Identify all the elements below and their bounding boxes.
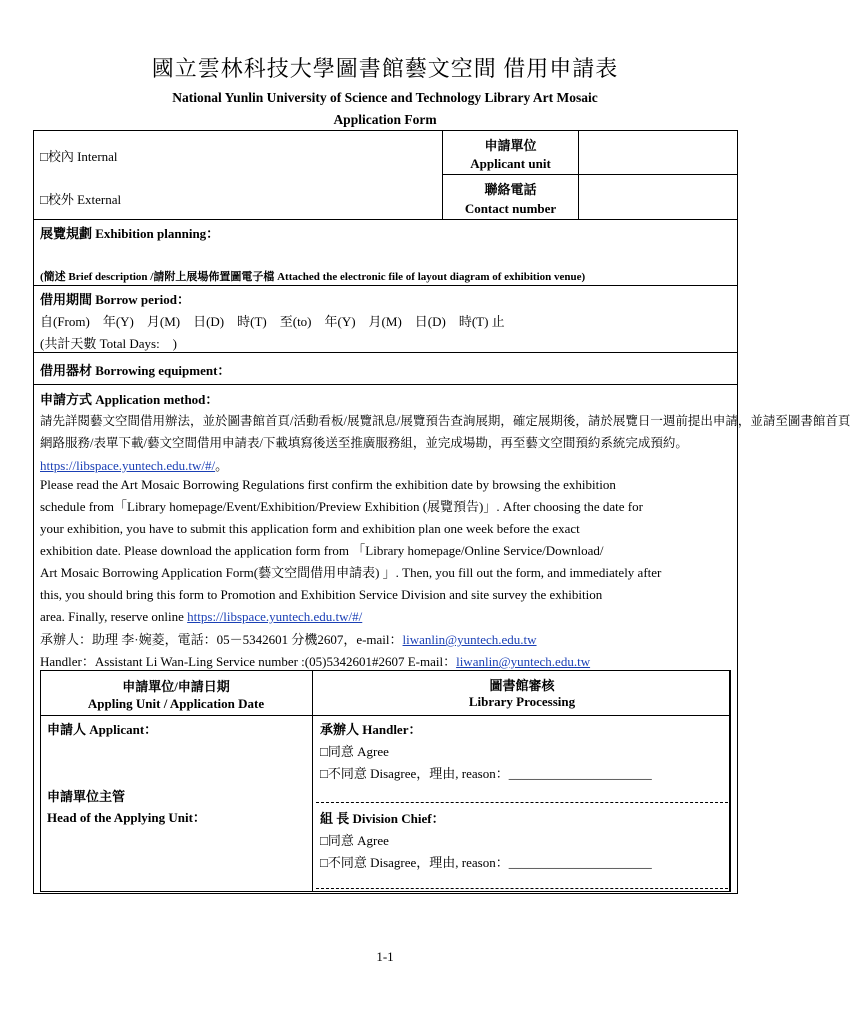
equipment-bottom-line <box>33 384 738 385</box>
exhibition-bottom-line <box>33 285 738 286</box>
top-rows-bottom-line <box>33 219 738 220</box>
handler-cn-text: 承辦人：助理 李·婉菱，電話：05－5342601 分機2607，e-mail： <box>40 632 403 647</box>
internal-checkbox[interactable]: □校內 Internal <box>40 149 118 164</box>
method-en-line-1: Please read the Art Mosaic Borrowing Regulations first confirm the exhibition date by browsing the exhibition <box>40 477 616 492</box>
method-url-line <box>40 455 228 474</box>
approval-dashed-divider-1 <box>316 802 728 803</box>
borrow-period-label: 借用期間 Borrow period： <box>40 292 190 307</box>
borrow-bottom-line <box>33 352 738 353</box>
method-cn-line-1: 請先詳閱藝文空間借用辦法，並於圖書館首頁/活動看板/展覽訊息/展覽預告查詢展期，確定展期後，請於展覽日一週前提出申請，並請至圖書館首頁 <box>40 414 850 428</box>
unit-head-label-en: Head of the Applying Unit： <box>47 810 206 825</box>
applicant-signature-label: 申請人 Applicant： <box>47 722 158 737</box>
page-title-en-line1: National Yunlin University of Science and Technology Library Art Mosaic <box>172 90 598 105</box>
contact-label-en: Contact number <box>464 201 557 216</box>
chief-agree-checkbox[interactable]: □同意 Agree <box>320 833 389 848</box>
handler-agree-checkbox[interactable]: □同意 Agree <box>320 744 389 759</box>
chief-disagree-checkbox[interactable]: □不同意 Disagree，理由, reason：______________________ <box>320 855 652 870</box>
borrow-period-total-days[interactable]: (共計天數 Total Days: ) <box>40 336 178 351</box>
page-title: 國立雲林科技大學圖書館藝文空間 借用申請表 <box>151 56 619 81</box>
applicant-unit-label-cn: 申請單位 <box>484 138 537 153</box>
exhibition-planning-note: (簡述 Brief description /請附上展場佈置圖電子檔 Attached the electronic file of layout diagram of exhibition venue) <box>40 271 586 283</box>
method-en-line-5: Art Mosaic Borrowing Application Form(藝文空間借用申請表) 」. Then, you fill out the form, and immediately after <box>40 565 662 580</box>
page-number: 1-1 <box>376 949 394 964</box>
exhibition-planning-label: 展覽規劃 Exhibition planning： <box>40 226 220 241</box>
application-method-label: 申請方式 Application method： <box>40 392 219 407</box>
borrowing-equipment-label: 借用器材 Borrowing equipment： <box>40 363 231 378</box>
left-header-en: Appling Unit / Application Date <box>87 696 265 711</box>
applicant-unit-label-en: Applicant unit <box>470 156 551 171</box>
handler-en-line <box>40 651 590 670</box>
method-cn-line-2: 網路服務/表單下載/藝文空間借用申請表/下載填寫後送至推廣服務組，並完成場勘，再至藝文空間預約系統完成預約。 <box>40 436 688 450</box>
handler-en-text: Handler：Assistant Li Wan-Ling Service number :(05)5342601#2607 E-mail： <box>40 654 457 669</box>
approval-dashed-divider-2 <box>316 888 728 889</box>
libspace-link-1[interactable]: https://libspace.yuntech.edu.tw/#/ <box>40 458 216 473</box>
left-header-cn: 申請單位/申請日期 <box>122 679 230 694</box>
libspace-link-2[interactable]: https://libspace.yuntech.edu.tw/#/ <box>187 609 363 624</box>
unit-head-label-cn: 申請單位主管 <box>47 789 126 804</box>
method-en-line-3: your exhibition, you have to submit this application form and exhibition plan one week before the exact <box>40 521 580 536</box>
handler-email-link-cn[interactable]: liwanlin@yuntech.edu.tw <box>402 632 537 647</box>
method-en-line-7-text: area. Finally, reserve online <box>40 609 188 624</box>
division-chief-label: 組 長 Division Chief： <box>320 811 445 826</box>
borrow-period-dates[interactable]: 自(From) 年(Y) 月(M) 日(D) 時(T) 至(to) 年(Y) 月(M) 日(D) 時(T) 止 <box>40 314 505 329</box>
applicant-unit-field[interactable] <box>579 131 737 174</box>
handler-disagree-checkbox[interactable]: □不同意 Disagree，理由, reason：______________________ <box>320 766 652 781</box>
method-english-paragraph <box>40 474 730 628</box>
contact-number-field[interactable] <box>579 175 737 219</box>
contact-label-cn: 聯絡電話 <box>484 182 537 197</box>
handler-cn-line <box>40 629 537 648</box>
external-checkbox[interactable]: □校外 External <box>40 192 122 207</box>
method-en-line-7 <box>40 606 730 628</box>
url-suffix: 。 <box>215 458 229 473</box>
approval-table-header-line <box>40 715 731 716</box>
method-en-line-6: this, you should bring this form to Promotion and Exhibition Service Division and site survey the exhibition <box>40 587 603 602</box>
handler-email-link-en[interactable]: liwanlin@yuntech.edu.tw <box>456 654 591 669</box>
method-en-line-4: exhibition date. Please download the application form from 「Library homepage/Online Service/Download/ <box>40 543 604 558</box>
method-en-line-2: schedule from「Library homepage/Event/Exhibition/Preview Exhibition (展覽預告)」. After choosing the date for <box>40 499 643 514</box>
page-title-en-line2: Application Form <box>333 112 437 127</box>
handler-signature-label: 承辦人 Handler： <box>320 722 422 737</box>
right-header-cn: 圖書館審核 <box>489 678 555 693</box>
right-header-en: Library Processing <box>468 694 576 709</box>
